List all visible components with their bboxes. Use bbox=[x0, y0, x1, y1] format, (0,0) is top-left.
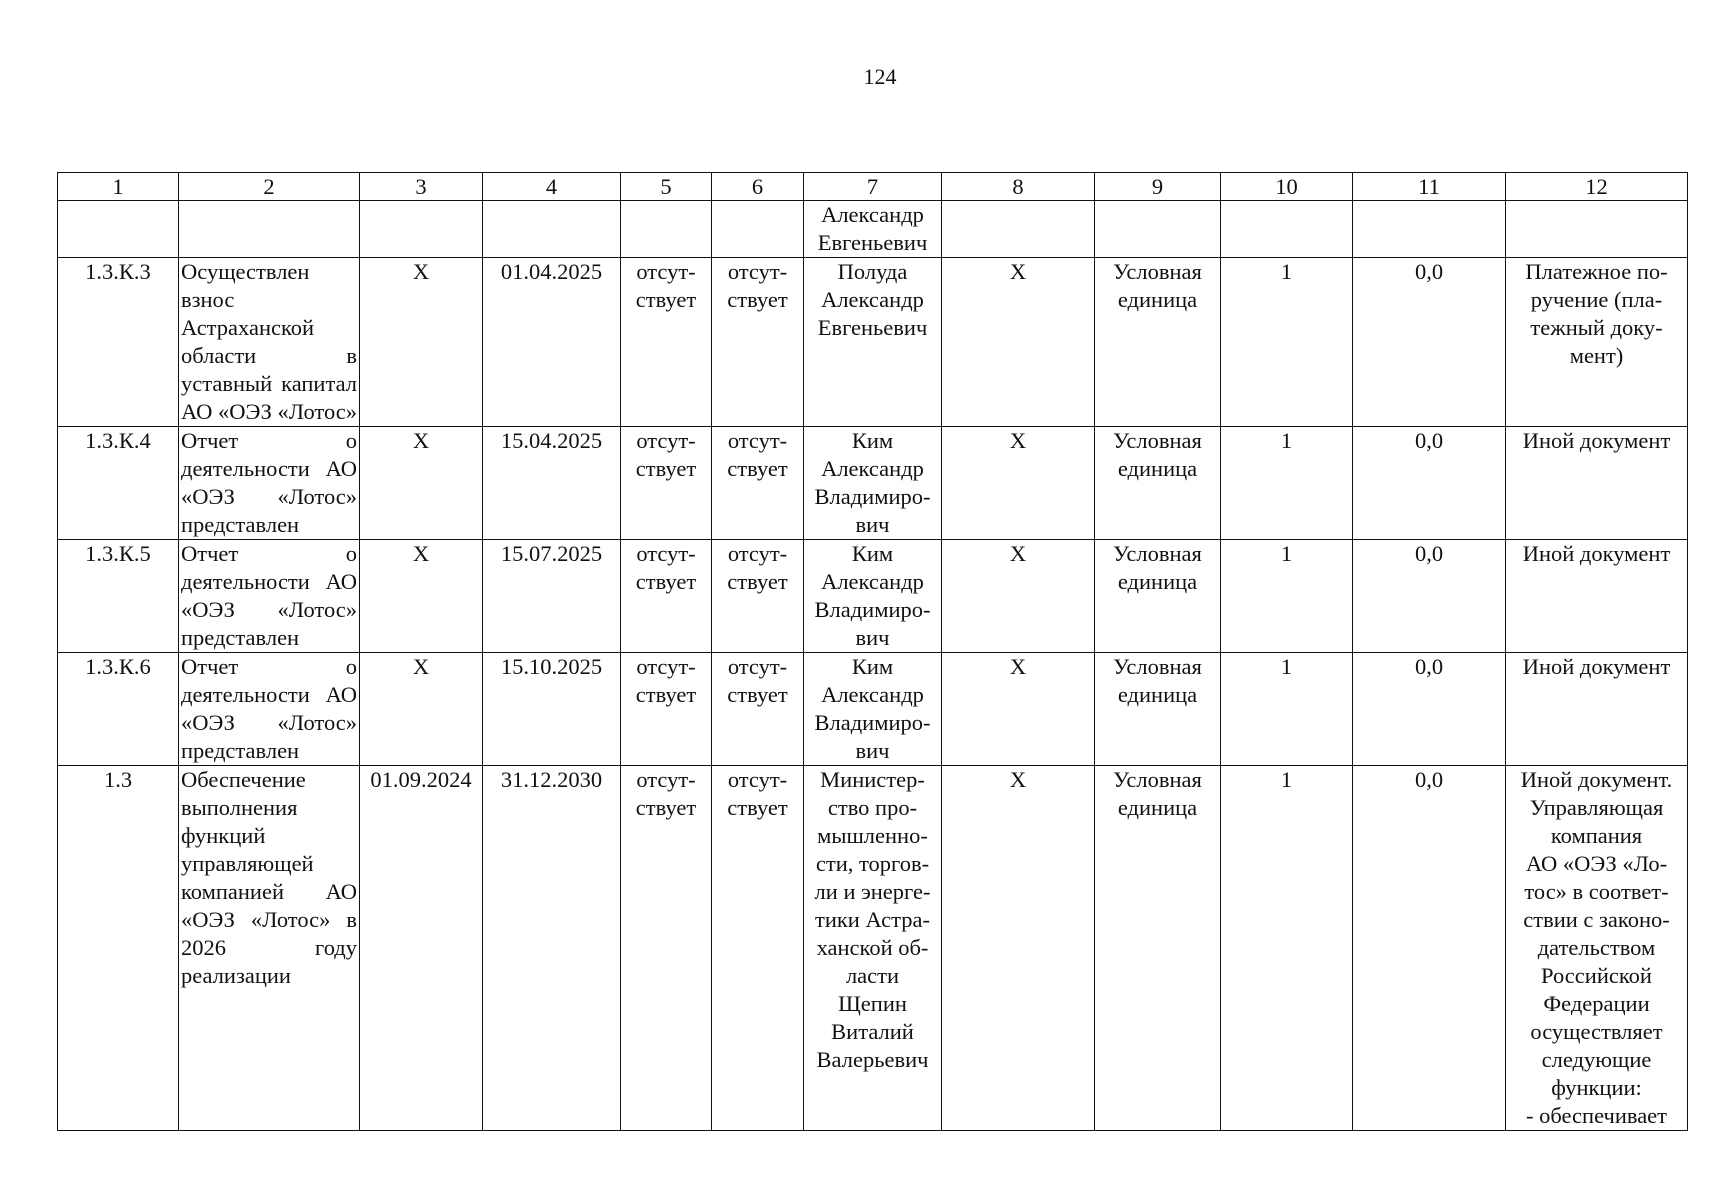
cell-unit bbox=[1095, 201, 1221, 258]
cell-start: X bbox=[360, 653, 483, 766]
cell-id: 1.3.К.6 bbox=[58, 653, 179, 766]
cell-col11: 0,0 bbox=[1353, 258, 1506, 427]
cell-col11: 0,0 bbox=[1353, 766, 1506, 1131]
cell-col5 bbox=[621, 201, 712, 258]
cell-col11: 0,0 bbox=[1353, 427, 1506, 540]
cell-col8: X bbox=[942, 427, 1095, 540]
cell-document: Иной документ. Управляющая компания АО «ОЭЗ «Ло- тос» в соответ- ствии с законо- дательством Российской Федерации осуществляет следующие функции: - обеспечивает bbox=[1506, 766, 1688, 1131]
page-number: 124 bbox=[863, 64, 897, 89]
cell-responsible: Ким Александр Владимиро- вич bbox=[804, 653, 942, 766]
cell-responsible: Ким Александр Владимиро- вич bbox=[804, 427, 942, 540]
column-header: 6 bbox=[712, 173, 804, 201]
cell-name bbox=[179, 201, 360, 258]
column-header: 1 bbox=[58, 173, 179, 201]
cell-unit: Условная единица bbox=[1095, 427, 1221, 540]
cell-col8: X bbox=[942, 258, 1095, 427]
cell-id: 1.3.К.5 bbox=[58, 540, 179, 653]
column-header: 10 bbox=[1221, 173, 1353, 201]
column-header: 4 bbox=[483, 173, 621, 201]
cell-end: 01.04.2025 bbox=[483, 258, 621, 427]
column-header: 9 bbox=[1095, 173, 1221, 201]
cell-col10: 1 bbox=[1221, 427, 1353, 540]
cell-name: Обеспечение выполнения функций управляющей компанией АО «ОЭЗ «Лотос» в 2026 году реализации bbox=[179, 766, 360, 1131]
cell-col10: 1 bbox=[1221, 653, 1353, 766]
cell-unit: Условная единица bbox=[1095, 766, 1221, 1131]
cell-document: Иной документ bbox=[1506, 427, 1688, 540]
cell-col11 bbox=[1353, 201, 1506, 258]
cell-end: 15.10.2025 bbox=[483, 653, 621, 766]
table-row bbox=[58, 427, 1688, 540]
cell-id: 1.3.К.4 bbox=[58, 427, 179, 540]
cell-col10: 1 bbox=[1221, 258, 1353, 427]
cell-document: Иной документ bbox=[1506, 540, 1688, 653]
cell-col6: отсут- ствует bbox=[712, 766, 804, 1131]
cell-id: 1.3 bbox=[58, 766, 179, 1131]
cell-start bbox=[360, 201, 483, 258]
cell-col5: отсут- ствует bbox=[621, 427, 712, 540]
cell-end: 31.12.2030 bbox=[483, 766, 621, 1131]
cell-col11: 0,0 bbox=[1353, 653, 1506, 766]
cell-col6: отсут- ствует bbox=[712, 427, 804, 540]
cell-name: Осуществлен взнос Астраханской области в уставный капитал АО «ОЭЗ «Лотос» bbox=[179, 258, 360, 427]
cell-unit: Условная единица bbox=[1095, 653, 1221, 766]
table-row bbox=[58, 201, 1688, 258]
cell-end: 15.04.2025 bbox=[483, 427, 621, 540]
column-header: 3 bbox=[360, 173, 483, 201]
cell-start: X bbox=[360, 427, 483, 540]
table-row bbox=[58, 258, 1688, 427]
cell-col5: отсут- ствует bbox=[621, 540, 712, 653]
cell-responsible: Полуда Александр Евгеньевич bbox=[804, 258, 942, 427]
cell-col5: отсут- ствует bbox=[621, 258, 712, 427]
cell-col5: отсут- ствует bbox=[621, 766, 712, 1131]
cell-name: Отчет о деятельности АО «ОЭЗ «Лотос» представлен bbox=[179, 653, 360, 766]
cell-name: Отчет о деятельности АО «ОЭЗ «Лотос» представлен bbox=[179, 540, 360, 653]
plan-table bbox=[57, 172, 1688, 1131]
column-header: 7 bbox=[804, 173, 942, 201]
cell-start: 01.09.2024 bbox=[360, 766, 483, 1131]
cell-responsible: Александр Евгеньевич bbox=[804, 201, 942, 258]
cell-col8 bbox=[942, 201, 1095, 258]
table-row bbox=[58, 653, 1688, 766]
cell-responsible: Ким Александр Владимиро- вич bbox=[804, 540, 942, 653]
cell-col10: 1 bbox=[1221, 540, 1353, 653]
cell-col6 bbox=[712, 201, 804, 258]
cell-col8: X bbox=[942, 766, 1095, 1131]
cell-col6: отсут- ствует bbox=[712, 653, 804, 766]
cell-document: Иной документ bbox=[1506, 653, 1688, 766]
cell-col10: 1 bbox=[1221, 766, 1353, 1131]
column-header: 8 bbox=[942, 173, 1095, 201]
cell-unit: Условная единица bbox=[1095, 540, 1221, 653]
cell-col6: отсут- ствует bbox=[712, 258, 804, 427]
column-header: 5 bbox=[621, 173, 712, 201]
table-row bbox=[58, 766, 1688, 1131]
cell-end bbox=[483, 201, 621, 258]
cell-col6: отсут- ствует bbox=[712, 540, 804, 653]
cell-name: Отчет о деятельности АО «ОЭЗ «Лотос» представлен bbox=[179, 427, 360, 540]
cell-col8: X bbox=[942, 540, 1095, 653]
cell-unit: Условная единица bbox=[1095, 258, 1221, 427]
column-header: 12 bbox=[1506, 173, 1688, 201]
cell-col5: отсут- ствует bbox=[621, 653, 712, 766]
cell-document bbox=[1506, 201, 1688, 258]
cell-col10 bbox=[1221, 201, 1353, 258]
column-header: 11 bbox=[1353, 173, 1506, 201]
cell-document: Платежное по- ручение (пла- тежный доку- мент) bbox=[1506, 258, 1688, 427]
cell-end: 15.07.2025 bbox=[483, 540, 621, 653]
cell-col11: 0,0 bbox=[1353, 540, 1506, 653]
cell-responsible: Министер- ство про- мышленно- сти, торгов- ли и энерге- тики Астра- ханской об- ласти Щепин Виталий Валерьевич bbox=[804, 766, 942, 1131]
cell-start: X bbox=[360, 258, 483, 427]
cell-col8: X bbox=[942, 653, 1095, 766]
table-row bbox=[58, 540, 1688, 653]
column-header: 2 bbox=[179, 173, 360, 201]
cell-id: 1.3.К.3 bbox=[58, 258, 179, 427]
cell-start: X bbox=[360, 540, 483, 653]
table-header-row bbox=[58, 173, 1688, 201]
cell-id bbox=[58, 201, 179, 258]
